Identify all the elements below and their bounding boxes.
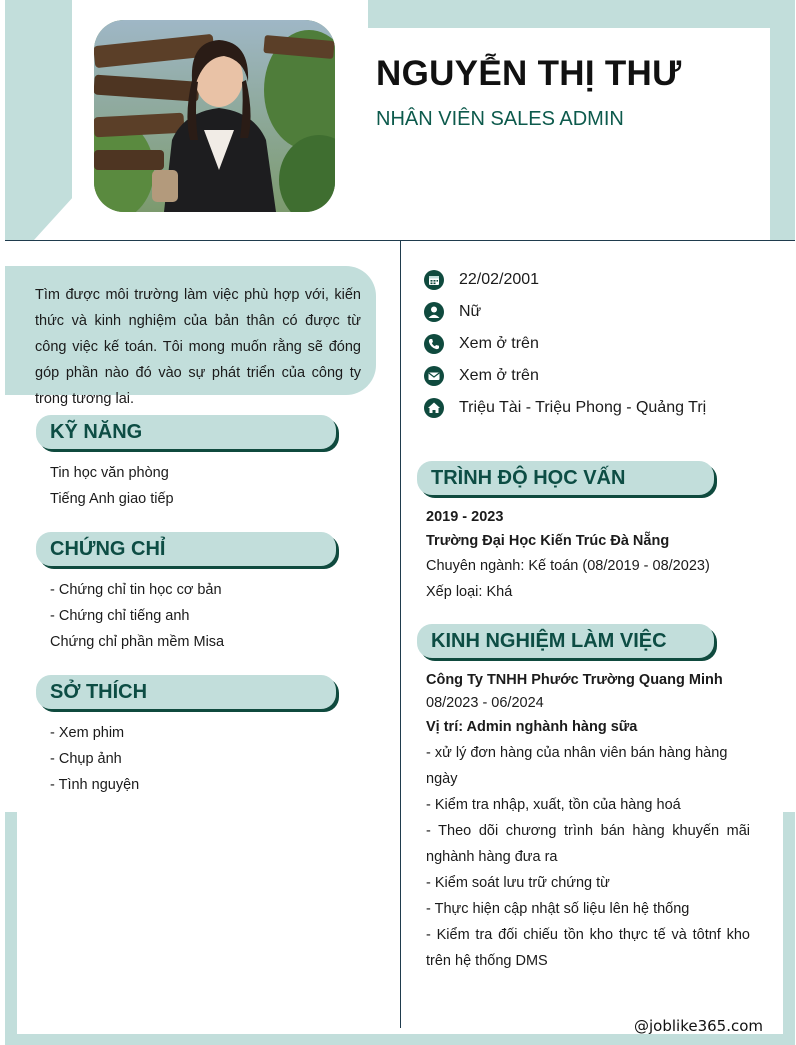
candidate-job-title: NHÂN VIÊN SALES ADMIN xyxy=(376,108,624,130)
list-item: - Kiểm tra nhập, xuất, tồn của hàng hoá xyxy=(426,797,681,813)
photo-frame-notch xyxy=(34,196,74,240)
list-item: - Xem phim xyxy=(50,725,125,741)
career-objective: Tìm được môi trường làm việc phù hợp với, kiến thức và kinh nghiệm của bản thân có được từ công việc kế toán. Tôi mong muốn rằng sẽ đóng góp phần nào đó vào sự phát triển của công ty trong tương lai. xyxy=(5,266,376,395)
list-item: - Thực hiện cập nhật số liệu lên hệ thống xyxy=(426,901,690,917)
list-item: Tiếng Anh giao tiếp xyxy=(50,491,174,507)
phone-value: Xem ở trên xyxy=(459,335,539,352)
watermark-text: @joblike365.com xyxy=(634,1017,764,1035)
list-item: Tin học văn phòng xyxy=(50,465,169,481)
education-school: Trường Đại Học Kiến Trúc Đà Nẵng xyxy=(426,533,670,549)
mail-icon xyxy=(424,366,444,386)
list-item: - Chụp ảnh xyxy=(50,751,122,767)
frame-left-band xyxy=(5,812,17,1045)
certificates-heading: CHỨNG CHỈ xyxy=(36,532,336,566)
education-heading: TRÌNH ĐỘ HỌC VẤN xyxy=(417,461,714,495)
hobbies-list xyxy=(50,720,139,798)
hobbies-heading: SỞ THÍCH xyxy=(36,675,336,709)
certificates-list xyxy=(50,577,224,655)
candidate-name: NGUYỄN THỊ THƯ xyxy=(376,54,682,93)
contact-address xyxy=(424,392,706,424)
skills-heading: KỸ NĂNG xyxy=(36,415,336,449)
column-divider xyxy=(400,241,401,1028)
contact-phone xyxy=(424,328,706,360)
list-item: - xử lý đơn hàng của nhân viên bán hàng hàng ngày xyxy=(426,745,728,787)
experience-company: Công Ty TNHH Phước Trường Quang Minh xyxy=(426,672,723,688)
list-item: - Kiểm tra đối chiếu tồn kho thực tế và tôtnf kho trên hệ thống DMS xyxy=(426,927,750,969)
education-period: 2019 - 2023 xyxy=(426,509,504,525)
gender-value: Nữ xyxy=(459,303,482,320)
frame-bottom-band xyxy=(5,1034,795,1045)
list-item: - Tình nguyện xyxy=(50,777,140,793)
frame-right-band xyxy=(783,812,795,1045)
experience-heading: KINH NGHIỆM LÀM VIỆC xyxy=(417,624,714,658)
experience-period: 08/2023 - 06/2024 xyxy=(426,695,544,711)
list-item: - Chứng chỉ tiếng anh xyxy=(50,608,190,624)
address-value: Triệu Tài - Triệu Phong - Quảng Trị xyxy=(459,399,707,416)
experience-position: Vị trí: Admin nghành hàng sữa xyxy=(426,719,638,735)
list-item: - Kiểm soát lưu trữ chứng từ xyxy=(426,875,610,891)
email-value: Xem ở trên xyxy=(459,367,539,384)
birthday-value: 22/02/2001 xyxy=(459,271,540,288)
home-icon xyxy=(424,398,444,418)
list-item: - Theo dõi chương trình bán hàng khuyến mãi nghành hàng đưa ra xyxy=(426,823,750,865)
calendar-icon xyxy=(424,270,444,290)
contact-birthday xyxy=(424,264,706,296)
profile-photo-illustration xyxy=(94,20,335,212)
experience-details xyxy=(426,668,750,974)
contact-gender xyxy=(424,296,706,328)
education-details xyxy=(426,505,752,605)
contact-email xyxy=(424,360,706,392)
contact-info xyxy=(424,264,706,424)
profile-photo xyxy=(94,20,335,212)
phone-icon xyxy=(424,334,444,354)
list-item: Chứng chỉ phần mềm Misa xyxy=(50,634,225,650)
education-grade: Xếp loại: Khá xyxy=(426,584,513,600)
user-icon xyxy=(424,302,444,322)
list-item: - Chứng chỉ tin học cơ bản xyxy=(50,582,222,598)
skills-list xyxy=(50,460,174,512)
education-major: Chuyên ngành: Kế toán (08/2019 - 08/2023) xyxy=(426,558,710,574)
